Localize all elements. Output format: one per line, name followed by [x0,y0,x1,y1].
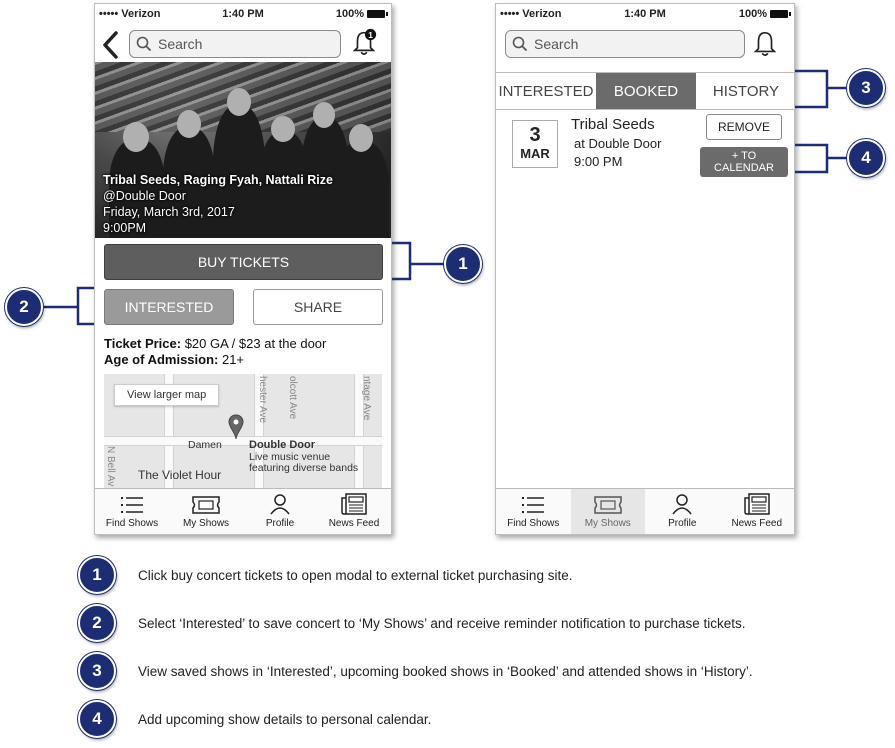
remove-button[interactable]: REMOVE [706,114,782,140]
show-venue: at Double Door [574,136,662,151]
legend-marker-3: 3 [78,652,116,690]
street-label: ntage Ave [361,376,372,421]
view-larger-map-button[interactable]: View larger map [114,384,219,406]
legend-marker-2: 2 [78,604,116,642]
event-artists: Tribal Seeds, Raging Fyah, Nattali Rize [103,173,333,187]
buy-tickets-button[interactable]: BUY TICKETS [104,244,383,280]
show-title: Tribal Seeds [571,116,655,133]
carrier-label: ••••• Verizon [99,8,161,20]
calendar-line-1: + TO [731,150,757,162]
tab-history[interactable]: HISTORY [712,82,780,100]
clock-label: 1:40 PM [222,8,264,20]
callout-marker-4: 4 [847,139,885,177]
map-venue-name: Double Door [249,439,315,451]
search-placeholder: Search [158,36,203,52]
tab-label: My Shows [182,518,230,529]
date-day: 3 [529,124,541,146]
map-venue-desc: featuring diverse bands [249,462,359,474]
tab-label: My Shows [584,518,631,529]
battery-label: 100% [738,8,767,20]
battery-label: 100% [335,8,364,20]
tab-label: News Feed [731,518,783,529]
interested-button[interactable]: INTERESTED [104,289,234,325]
callout-marker-2: 2 [5,288,43,326]
legend-text-3: View saved shows in ‘Interested’, upcoming booked shows in ‘Booked’ and attended shows in ‘History’. [138,663,753,679]
clock-label: 1:40 PM [624,8,666,20]
map-place-label: The Violet Hour [138,468,222,482]
street-label: olcott Ave [287,376,298,420]
legend-item [78,604,746,642]
carrier-label: ••••• Verizon [500,8,562,20]
legend-text-2: Select ‘Interested’ to save concert to ‘My Shows’ and receive reminder notification to purchase tickets. [138,615,746,631]
date-month: MAR [520,146,550,161]
event-time: 9:00PM [103,221,147,235]
tab-label: Find Shows [507,518,560,529]
tab-label: Profile [265,518,295,529]
map-venue-desc: Live music venue [249,451,331,463]
legend-item [78,652,753,690]
notification-count: 1 [368,29,373,40]
legend-item [78,556,573,594]
tab-interested[interactable]: INTERESTED [498,82,594,100]
street-label: hester Ave [257,376,268,424]
legend-marker-4: 4 [78,700,116,738]
callout-marker-1: 1 [444,245,482,283]
ticket-price-label: Ticket Price: [104,336,182,351]
event-venue: @Double Door [103,189,186,203]
station-label: Damen [188,439,222,451]
tab-label: Profile [668,518,697,529]
share-button[interactable]: SHARE [253,289,383,325]
legend-text-4: Add upcoming show details to personal calendar. [138,711,432,727]
legend-marker-1: 1 [78,556,116,594]
tab-booked[interactable]: BOOKED [596,73,696,109]
tab-label: Find Shows [105,518,159,529]
legend-item [78,700,432,738]
callout-marker-3: 3 [847,69,885,107]
show-time: 9:00 PM [574,154,623,169]
legend-text-1: Click buy concert tickets to open modal to external ticket purchasing site. [138,567,573,583]
tab-label: News Feed [328,518,380,529]
street-label: N Bell Av [105,446,116,487]
search-placeholder: Search [534,36,579,52]
age-label: Age of Admission: [104,352,219,367]
age-value: 21+ [218,352,245,367]
ticket-price-value: $20 GA / $23 at the door [181,336,327,351]
calendar-line-2: CALENDAR [714,162,774,174]
event-date: Friday, March 3rd, 2017 [103,205,235,219]
